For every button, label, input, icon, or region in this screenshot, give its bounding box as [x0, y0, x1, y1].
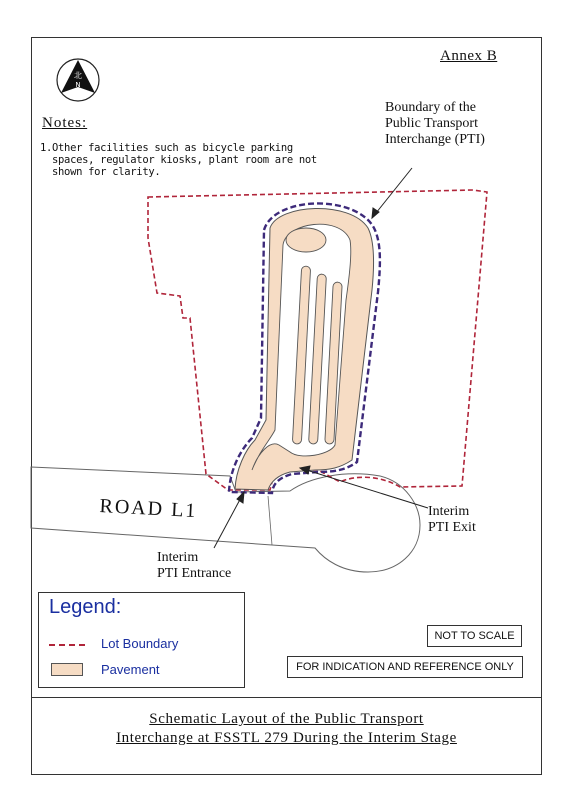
notes-heading: Notes:	[42, 115, 88, 131]
entrance-label: Interim PTI Entrance	[157, 550, 232, 581]
road-centerline	[268, 496, 272, 545]
road-label: ROAD L1	[99, 495, 198, 523]
note-number: 1.	[40, 142, 53, 154]
indication-badge: FOR INDICATION AND REFERENCE ONLY	[287, 656, 523, 678]
note-text: Other facilities such as bicycle parking spaces, regulator kiosks, plant room are not shown for clarity.	[52, 142, 317, 178]
drawing-title: Schematic Layout of the Public Transport Interchange at FSSTL 279 During the Interim Stage	[116, 711, 457, 746]
pti-boundary-leader	[372, 168, 412, 218]
north-letter: N	[75, 81, 81, 89]
legend-item-label: Lot Boundary	[101, 636, 179, 651]
not-to-scale-badge: NOT TO SCALE	[427, 625, 522, 647]
annex-label: Annex B	[440, 48, 498, 64]
legend-box	[38, 592, 245, 688]
legend-title: Legend:	[49, 596, 122, 618]
pavement-swatch	[51, 663, 83, 676]
north-char: 北	[74, 71, 82, 80]
pavement-bulb	[286, 228, 326, 252]
exit-label: Interim PTI Exit	[428, 504, 476, 535]
lot-boundary-swatch	[49, 644, 85, 646]
legend-item-label: Pavement	[101, 662, 160, 677]
pti-boundary-label: Boundary of the Public Transport Interchange (PTI)	[385, 100, 485, 147]
